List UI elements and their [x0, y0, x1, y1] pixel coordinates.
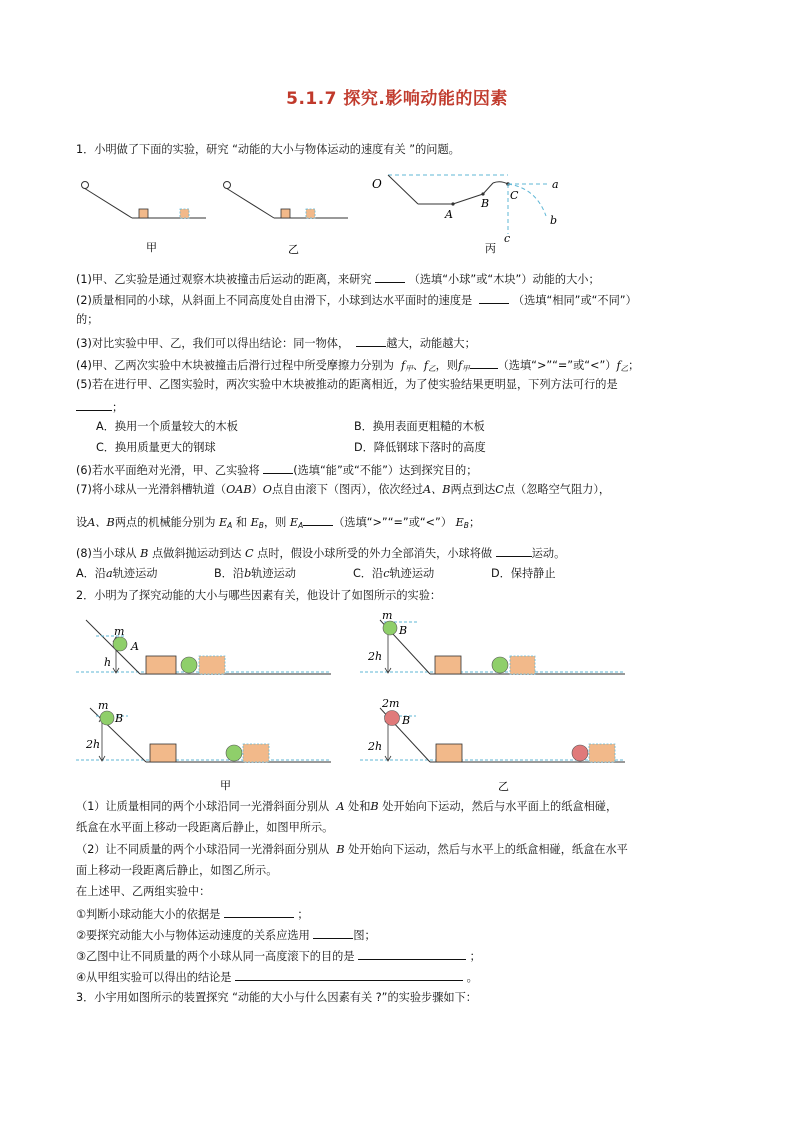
q3-stem: 3．小宇用如图所示的装置探究 “动能的大小与什么因素有关 ?”的实验步骤如下： — [76, 991, 477, 1004]
q1-p5-option-d[interactable]: D．降低钢球下落时的高度 — [354, 441, 486, 454]
q1-p6-blank[interactable] — [263, 462, 293, 474]
q1-fig-traj-a: a — [552, 178, 559, 191]
q1-figure-bing — [368, 166, 568, 256]
q1-p7-cont: 设A、B两点的机械能分别为 $E_A$ 和 $E_B$，则 $E_A$ （选填“>”“=”或“<”） $E_B$； — [76, 516, 481, 530]
q2-c2-blank[interactable] — [313, 927, 353, 939]
q2-c3-blank[interactable] — [358, 948, 466, 960]
q2-figure-jia-bottom — [76, 700, 336, 795]
q1-fig-label-yi: 乙 — [288, 243, 299, 256]
q2-s2-cont: 面上移动一段距离后静止，如图乙所示。 — [76, 864, 278, 877]
q1-fig-traj-c: c — [504, 232, 511, 245]
q1-p2-blank[interactable] — [479, 292, 509, 304]
q1-p2-cont: 的； — [76, 313, 99, 326]
q1-p8: (8)当小球从 B 点做斜抛运动到达 C 点时，假设小球所受的外力全部消失，小球将做 运动。 — [76, 547, 566, 560]
q2-label-m-2: m — [382, 609, 393, 622]
q2-c4-blank[interactable] — [235, 969, 463, 981]
q1-figure-yi — [218, 176, 358, 256]
q2-label-b: B — [399, 624, 408, 637]
q2-s1: （1）让质量相同的两个小球沿同一光滑斜面分别从 A 处和B 处开始向下运动，然后与水平面上的纸盒相碰， — [76, 800, 618, 813]
q1-p8-option-a[interactable]: A．沿a轨迹运动 — [76, 567, 158, 580]
q1-p2: (2)质量相同的小球，从斜面上不同高度处自由滑下，小球到达水平面时的速度是 （选填“相同”或“不同”） — [76, 294, 637, 307]
q2-stem: 2．小明为了探究动能的大小与哪些因素有关，他设计了如图所示的实验： — [76, 589, 442, 602]
q1-p8-blank[interactable] — [496, 545, 532, 557]
q2-figure-yi-bottom — [360, 696, 630, 796]
q1-p1-blank[interactable] — [375, 271, 405, 283]
q2-label-jia: 甲 — [220, 779, 231, 792]
q1-p4: (4)甲、乙两次实验中木块被撞击后滑行过程中所受摩擦力分别为 $f_甲$、$f_乙$，则$f_甲$ （选填“>”“=”或“$<”)f_乙$； — [76, 359, 640, 373]
q1-p8-option-d[interactable]: D．保持静止 — [491, 567, 556, 580]
q2-label-h: h — [104, 656, 112, 669]
q1-p7: (7)将小球从一光滑斜槽轨道（OAB）O点自由滚下（图丙），依次经过A、B两点到达C点（忽略空气阻力）， — [76, 483, 611, 496]
q2-label-m: m — [114, 625, 125, 638]
q1-p8-option-b[interactable]: B．沿b轨迹运动 — [214, 567, 296, 580]
q1-fig-traj-b: b — [550, 214, 558, 227]
q1-p5: (5)若在进行甲、乙图实验时，两次实验中木块被推动的距离相近，为了使实验结果更明显，下列方法可行的是 — [76, 378, 618, 391]
q1-p5-option-c[interactable]: C．换用质量更大的钢球 — [96, 441, 216, 454]
q1-p8-option-c[interactable]: C．沿c轨迹运动 — [353, 567, 435, 580]
q1-p5-blank-line: ； — [76, 399, 123, 415]
q2-c4: ④从甲组实验可以得出的结论是 。 — [76, 971, 478, 984]
q1-fig-label-bing: 丙 — [485, 242, 496, 255]
q2-label-2h-2: 2h — [86, 738, 101, 751]
q2-c1-blank[interactable] — [224, 906, 294, 918]
q1-fig-point-a: A — [445, 208, 453, 221]
q1-stem: 1．小明做了下面的实验，研究 “动能的大小与物体运动的速度有关 ”的问题。 — [76, 143, 460, 156]
q2-c3: ③乙图中让不同质量的两个小球从同一高度滚下的目的是 ； — [76, 950, 481, 963]
q1-p6: (6)若水平面绝对光滑，甲、乙实验将 (选填“能”或“不能”）达到探究目的； — [76, 464, 478, 477]
q2-s2: （2）让不同质量的两个小球沿同一光滑斜面分别从 B 处开始向下运动，然后与水平上的纸盒相碰，纸盒在水平 — [76, 843, 628, 856]
q2-c2: ②要探究动能大小与物体运动速度的关系应选用 图； — [76, 929, 376, 942]
q1-fig-point-c: C — [510, 189, 519, 202]
q1-p5-option-a[interactable]: A．换用一个质量较大的木板 — [96, 420, 238, 433]
q1-p1: (1)甲、乙实验是通过观察木块被撞击后运动的距离，来研究 （选填“小球”或“木块”）动能的大小； — [76, 273, 600, 286]
q1-p5-option-b[interactable]: B．换用表面更粗糙的木板 — [354, 420, 485, 433]
q2-label-2h-3: 2h — [368, 740, 383, 753]
q2-label-a: A — [131, 640, 139, 653]
q2-c1: ①判断小球动能大小的依据是 ； — [76, 908, 309, 921]
q2-label-b-3: B — [402, 714, 411, 727]
q1-p3: (3)对比实验中甲、乙，我们可以得出结论：同一物体， 越大，动能越大； — [76, 337, 476, 350]
q2-label-b-2: B — [115, 712, 124, 725]
q2-label-2h: 2h — [368, 650, 383, 663]
q1-p5-blank[interactable] — [76, 399, 112, 411]
q2-label-m-3: m — [98, 699, 109, 712]
q2-figure-yi-top — [360, 608, 630, 683]
q1-p7-blank[interactable] — [303, 514, 333, 526]
q1-fig-label-jia: 甲 — [146, 241, 157, 254]
q1-p3-blank[interactable] — [356, 335, 386, 347]
q2-s3: 在上述甲、乙两组实验中： — [76, 885, 211, 898]
q2-label-yi: 乙 — [498, 780, 509, 793]
q2-figure-jia-top — [76, 608, 336, 683]
q2-label-2m: 2m — [382, 697, 400, 710]
q2-s1-cont: 纸盒在水平面上移动一段距离后静止，如图甲所示。 — [76, 821, 334, 834]
q1-figure-jia — [76, 176, 216, 256]
page-title: 5.1.7 探究.影响动能的因素 — [286, 89, 508, 109]
q1-fig-point-o: O — [372, 177, 382, 191]
q1-fig-point-b: B — [481, 197, 490, 210]
q1-p4-blank[interactable] — [470, 357, 498, 369]
